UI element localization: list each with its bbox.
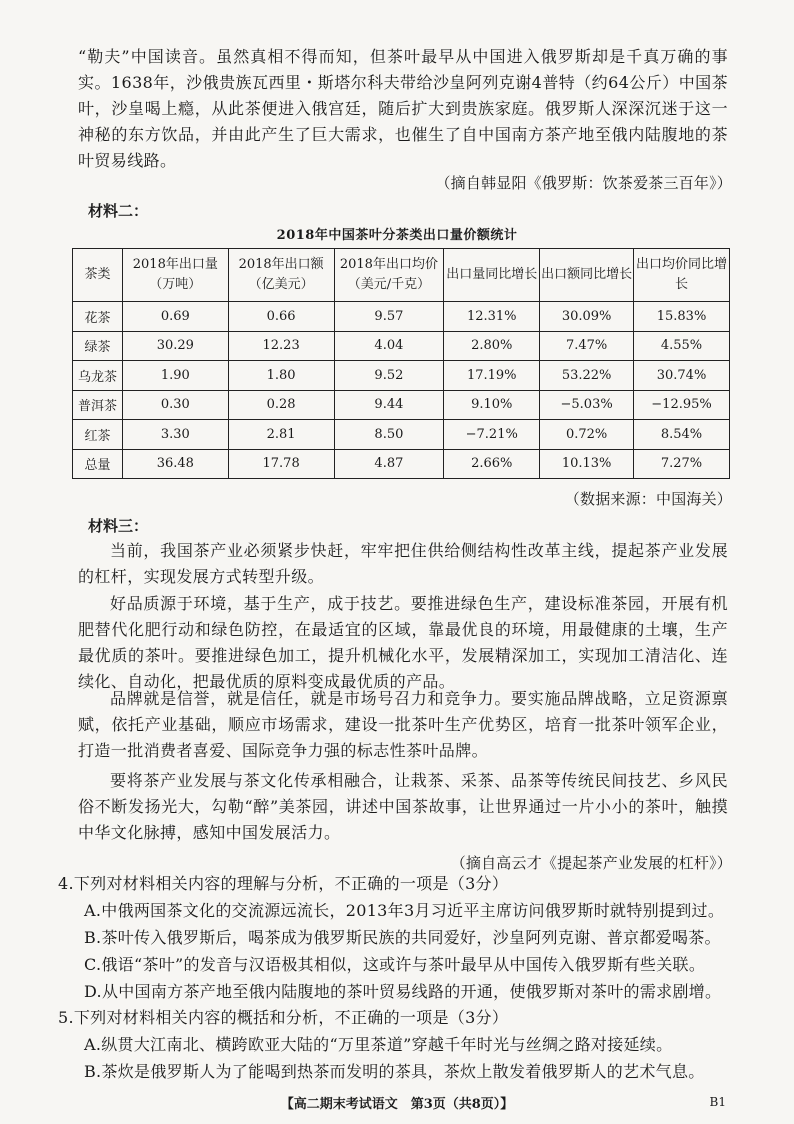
table-cell: 9.44 xyxy=(334,390,444,420)
tea-export-table xyxy=(72,248,730,479)
table-row xyxy=(73,390,730,420)
table-row xyxy=(73,302,730,332)
table-cell: 53.22% xyxy=(540,361,634,391)
table-cell: 12.31% xyxy=(444,302,540,332)
table-cell: 普洱茶 xyxy=(73,390,123,420)
table-cell: 0.30 xyxy=(122,390,228,420)
table-cell: 0.72% xyxy=(540,420,634,450)
question-4-option-a: A.中俄两国茶文化的交流源远流长，2013年3月习近平主席访问俄罗斯时就特别提到过。 xyxy=(84,901,725,920)
table-row xyxy=(73,361,730,391)
page-footer: 【高二期末考试语文 第3页（共8页）】 xyxy=(280,1097,514,1112)
table-cell: 0.66 xyxy=(228,302,334,332)
table-header: 出口额同比增长 xyxy=(540,249,634,302)
table-cell: 1.80 xyxy=(228,361,334,391)
table-cell: 36.48 xyxy=(122,449,228,479)
table-cell: 4.04 xyxy=(334,331,444,361)
table-header: 出口均价同比增长 xyxy=(634,249,730,302)
table-cell: 30.09% xyxy=(540,302,634,332)
table-cell: 乌龙茶 xyxy=(73,361,123,391)
table-cell: 2.81 xyxy=(228,420,334,450)
table-cell: 8.54% xyxy=(634,420,730,450)
material3-heading: 材料三： xyxy=(88,517,149,535)
material3-paragraph: 好品质源于环境，基于生产，成于技艺。要推进绿色生产，建设标准茶园，开展有机肥替代化肥行动和绿色防控，在最适宜的区域，靠最优良的环境，用最健康的土壤，生产最优质的茶叶。要推进绿色加工，提升机械化水平，发展精深加工，实现加工清洁化、连续化、自动化，把最优质的原料变成最优质的产品。 xyxy=(78,594,728,691)
table-cell: 17.19% xyxy=(444,361,540,391)
table-row xyxy=(73,420,730,450)
table-cell: −7.21% xyxy=(444,420,540,450)
table-header: 2018年出口额（亿美元） xyxy=(228,249,334,302)
table-cell: 9.52 xyxy=(334,361,444,391)
table-cell: 17.78 xyxy=(228,449,334,479)
question-5-stem: 5.下列对材料相关内容的概括和分析，不正确的一项是（3分） xyxy=(58,1008,509,1027)
table-cell: 0.69 xyxy=(122,302,228,332)
question-4-option-d: D.从中国南方茶产地至俄内陆腹地的茶叶贸易线路的开通，使俄罗斯对茶叶的需求剧增。 xyxy=(84,982,722,1001)
material1-source: （摘自韩显阳《俄罗斯：饮茶爱茶三百年》） xyxy=(435,174,732,192)
question-5-option-a: A.纵贯大江南北、横跨欧亚大陆的“万里茶道”穿越千年时光与丝绸之路对接延续。 xyxy=(84,1035,673,1054)
table-cell: 花茶 xyxy=(73,302,123,332)
table-cell: 9.57 xyxy=(334,302,444,332)
table-cell: 8.50 xyxy=(334,420,444,450)
table-cell: 2.66% xyxy=(444,449,540,479)
material3-paragraph: 品牌就是信誉，就是信任，就是市场号召力和竞争力。要实施品牌战略，立足资源禀赋，依托产业基础，顺应市场需求，建设一批茶叶生产优势区，培育一批茶叶领军企业，打造一批消费者喜爱、国际竞争力强的标志性茶叶品牌。 xyxy=(78,689,728,760)
table-cell: 红茶 xyxy=(73,420,123,450)
material1-paragraph: “勒夫”中国读音。虽然真相不得而知，但茶叶最早从中国进入俄罗斯却是千真万确的事实。1638年，沙俄贵族瓦西里・斯塔尔科夫带给沙皇阿列克谢4普特（约64公斤）中国茶叶，沙皇喝上瘾，从此茶便进入俄宫廷，随后扩大到贵族家庭。俄罗斯人深深沉迷于这一神秘的东方饮品，并由此产生了巨大需求，也催生了自中国南方茶产地至俄内陆腹地的茶叶贸易线路。 xyxy=(78,47,728,170)
table-cell: 10.13% xyxy=(540,449,634,479)
material3-paragraph: 当前，我国茶产业必须紧步快赶，牢牢把住供给侧结构性改革主线，提起茶产业发展的杠杆，实现发展方式转型升级。 xyxy=(78,541,728,586)
table-header: 2018年出口均价（美元/千克） xyxy=(334,249,444,302)
material3-source: （摘自高云才《提起茶产业发展的杠杆》） xyxy=(450,854,732,872)
table-cell: 7.27% xyxy=(634,449,730,479)
table-cell: 9.10% xyxy=(444,390,540,420)
table-cell: 4.87 xyxy=(334,449,444,479)
table-cell: 3.30 xyxy=(122,420,228,450)
table-cell: 7.47% xyxy=(540,331,634,361)
question-5-option-b: B.茶炊是俄罗斯人为了能喝到热茶而发明的茶具，茶炊上散发着俄罗斯人的艺术气息。 xyxy=(84,1062,705,1081)
table-title: 2018年中国茶叶分茶类出口量价额统计 xyxy=(276,228,518,243)
table-cell: 总量 xyxy=(73,449,123,479)
table-cell: 30.29 xyxy=(122,331,228,361)
table-cell: 2.80% xyxy=(444,331,540,361)
question-4-option-b: B.茶叶传入俄罗斯后，喝茶成为俄罗斯民族的共同爱好，沙皇阿列克谢、普京都爱喝茶。 xyxy=(84,928,721,947)
table-cell: 30.74% xyxy=(634,361,730,391)
table-header: 2018年出口量（万吨） xyxy=(122,249,228,302)
table-cell: 0.28 xyxy=(228,390,334,420)
material3-paragraph: 要将茶产业发展与茶文化传承相融合，让栽茶、采茶、品茶等传统民间技艺、乡风民俗不断发扬光大，勾勒“醉”美茶园，讲述中国茶故事，让世界通过一片小小的茶叶，触摸中华文化脉搏，感知中国发展活力。 xyxy=(78,771,728,842)
table-row xyxy=(73,331,730,361)
table-row xyxy=(73,449,730,479)
question-4-stem: 4.下列对材料相关内容的理解与分析，不正确的一项是（3分） xyxy=(58,874,509,893)
page-tag: B1 xyxy=(709,1095,726,1109)
material2-heading: 材料二： xyxy=(88,202,149,220)
table-header: 茶类 xyxy=(73,249,123,302)
table-header-row xyxy=(73,249,730,302)
question-4-option-c: C.俄语“茶叶”的发音与汉语极其相似，这或许与茶叶最早从中国传入俄罗斯有些关联。 xyxy=(84,955,706,974)
table-cell: 12.23 xyxy=(228,331,334,361)
table-cell: 4.55% xyxy=(634,331,730,361)
table-cell: 15.83% xyxy=(634,302,730,332)
material2-source: （数据来源：中国海关） xyxy=(564,490,732,508)
table-cell: −12.95% xyxy=(634,390,730,420)
table-cell: −5.03% xyxy=(540,390,634,420)
table-header: 出口量同比增长 xyxy=(444,249,540,302)
table-cell: 绿茶 xyxy=(73,331,123,361)
table-cell: 1.90 xyxy=(122,361,228,391)
